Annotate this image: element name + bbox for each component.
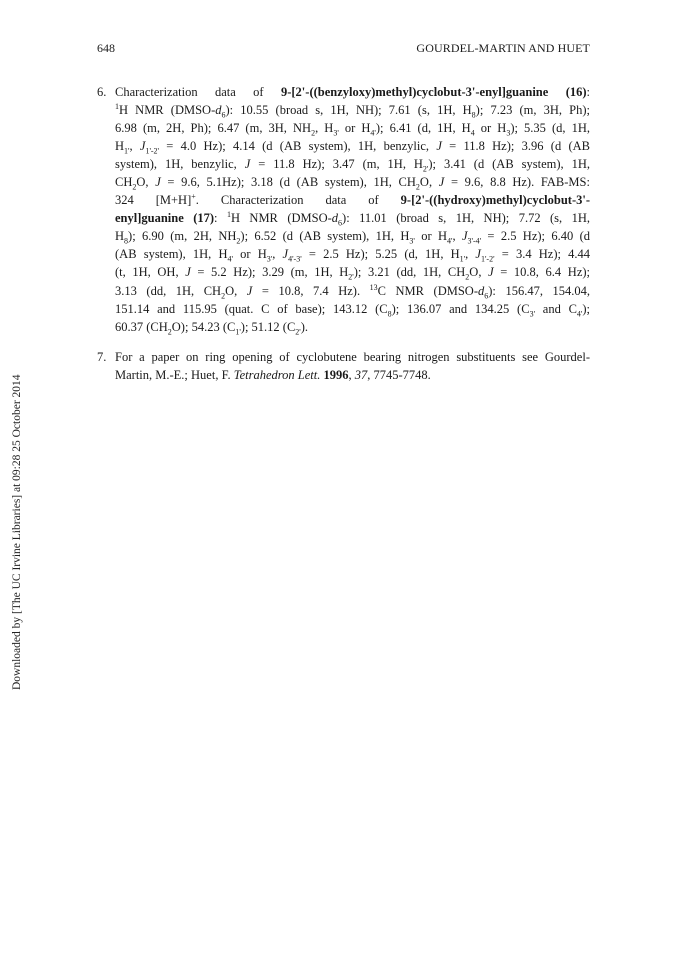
note-line: 324 [M+H]+. Characterization data of 9-[2'-((hydroxy)methyl)cyclobut-3'- [115, 192, 590, 208]
running-head: GOURDEL-MARTIN AND HUET [416, 41, 590, 55]
download-watermark: Downloaded by [The UC Irvine Libraries] at 09:28 25 October 2014 [11, 374, 23, 690]
note-line: 60.37 $(CH_2O)$; 54.23 $(C_{1'})$; 51.12 $(C_{2'})$. [115, 319, 309, 337]
note-7 [97, 348, 590, 384]
note-line: 3.13 (dd, 1H, $CH_2O$, J = 10.8, 7.4 Hz). $^{13}$C NMR $(DMSO-d_6)$: 156.47, 154.04, [115, 282, 590, 301]
note-line: (t, 1H, OH, J = 5.2 Hz); 3.29 (m, 1H, $H_{2'}$); 3.21 (dd, 1H, $CH_2O$, J = 10.8, 6.4 Hz); [115, 265, 590, 282]
note-line: Martin, M.-E.; Huet, F. Tetrahedron Lett. 1996, 37, 7745-7748. [115, 367, 431, 382]
note-number: 7. [97, 349, 107, 364]
note-body [115, 83, 590, 336]
note-line: For a paper on ring opening of cyclobutene bearing nitrogen substituents see Gourdel- [115, 349, 590, 364]
page-number: 648 [97, 41, 115, 55]
note-body [115, 348, 590, 384]
note-line: enyl]guanine (17): $^1$H NMR $(DMSO-d_6)$: 11.01 (broad s, 1H, NH); 7.72 (s, 1H, [115, 210, 590, 228]
note-line: system), 1H, benzylic, J = 11.8 Hz); 3.47 (m, 1H, $H_{2'}$); 3.41 (d (AB system), 1H, [115, 157, 590, 174]
note-number: 6. [97, 85, 107, 99]
note-line: $H_8$); 6.90 (m, 2H, $NH_2$); 6.52 (d (AB system), 1H, $H_{3'}$ or $H_{4'}$, $J_{3'-4'} = 2.5$ Hz); 6.40 (d [115, 229, 591, 246]
notes-section [97, 83, 590, 384]
note-line: (AB system), 1H, $H_{4'}$ or $H_{3'}$, $J_{4'-3'} = 2.5$ Hz); 5.25 (d, 1H, $H_{1'}$, $J_{1'-2'} = 3.4$ Hz); 4.44 [115, 247, 591, 264]
note-line: $CH_2O$, J = 9.6, 5.1Hz); 3.18 (d (AB system), 1H, $CH_2O$, J = 9.6, 8.8 Hz). FAB-MS: [115, 175, 590, 192]
note-line: 6.98 (m, 2H, Ph); 6.47 (m, 3H, $NH_2$, $H_{3'}$ or $H_{4'}$); 6.41 (d, 1H, $H_4$ or $H_3$); 5.35 (d, 1H, [115, 121, 591, 138]
note-6 [97, 83, 590, 336]
note-line: $^1$H NMR $(DMSO-d_6)$: 10.55 (broad s, 1H, NH); 7.61 (s, 1H, $H_8$); 7.23 (m, 3H, Ph); [115, 101, 590, 120]
note-line: 151.14 and 115.95 (quat. C of base); 143.12 $(C_8)$; 136.07 and 134.25 ($C_{3'}$ and $C_{4'}$); [115, 301, 590, 319]
note-line: Characterization data of 9-[2'-((benzyloxy)methyl)cyclobut-3'-enyl]guanine (16): [115, 85, 591, 99]
note-line: $H_{1'}$, $J_{1'-2'} = 4.0$ Hz); 4.14 (d (AB system), 1H, benzylic, J = 11.8 Hz); 3.96 (d (AB [115, 139, 590, 156]
